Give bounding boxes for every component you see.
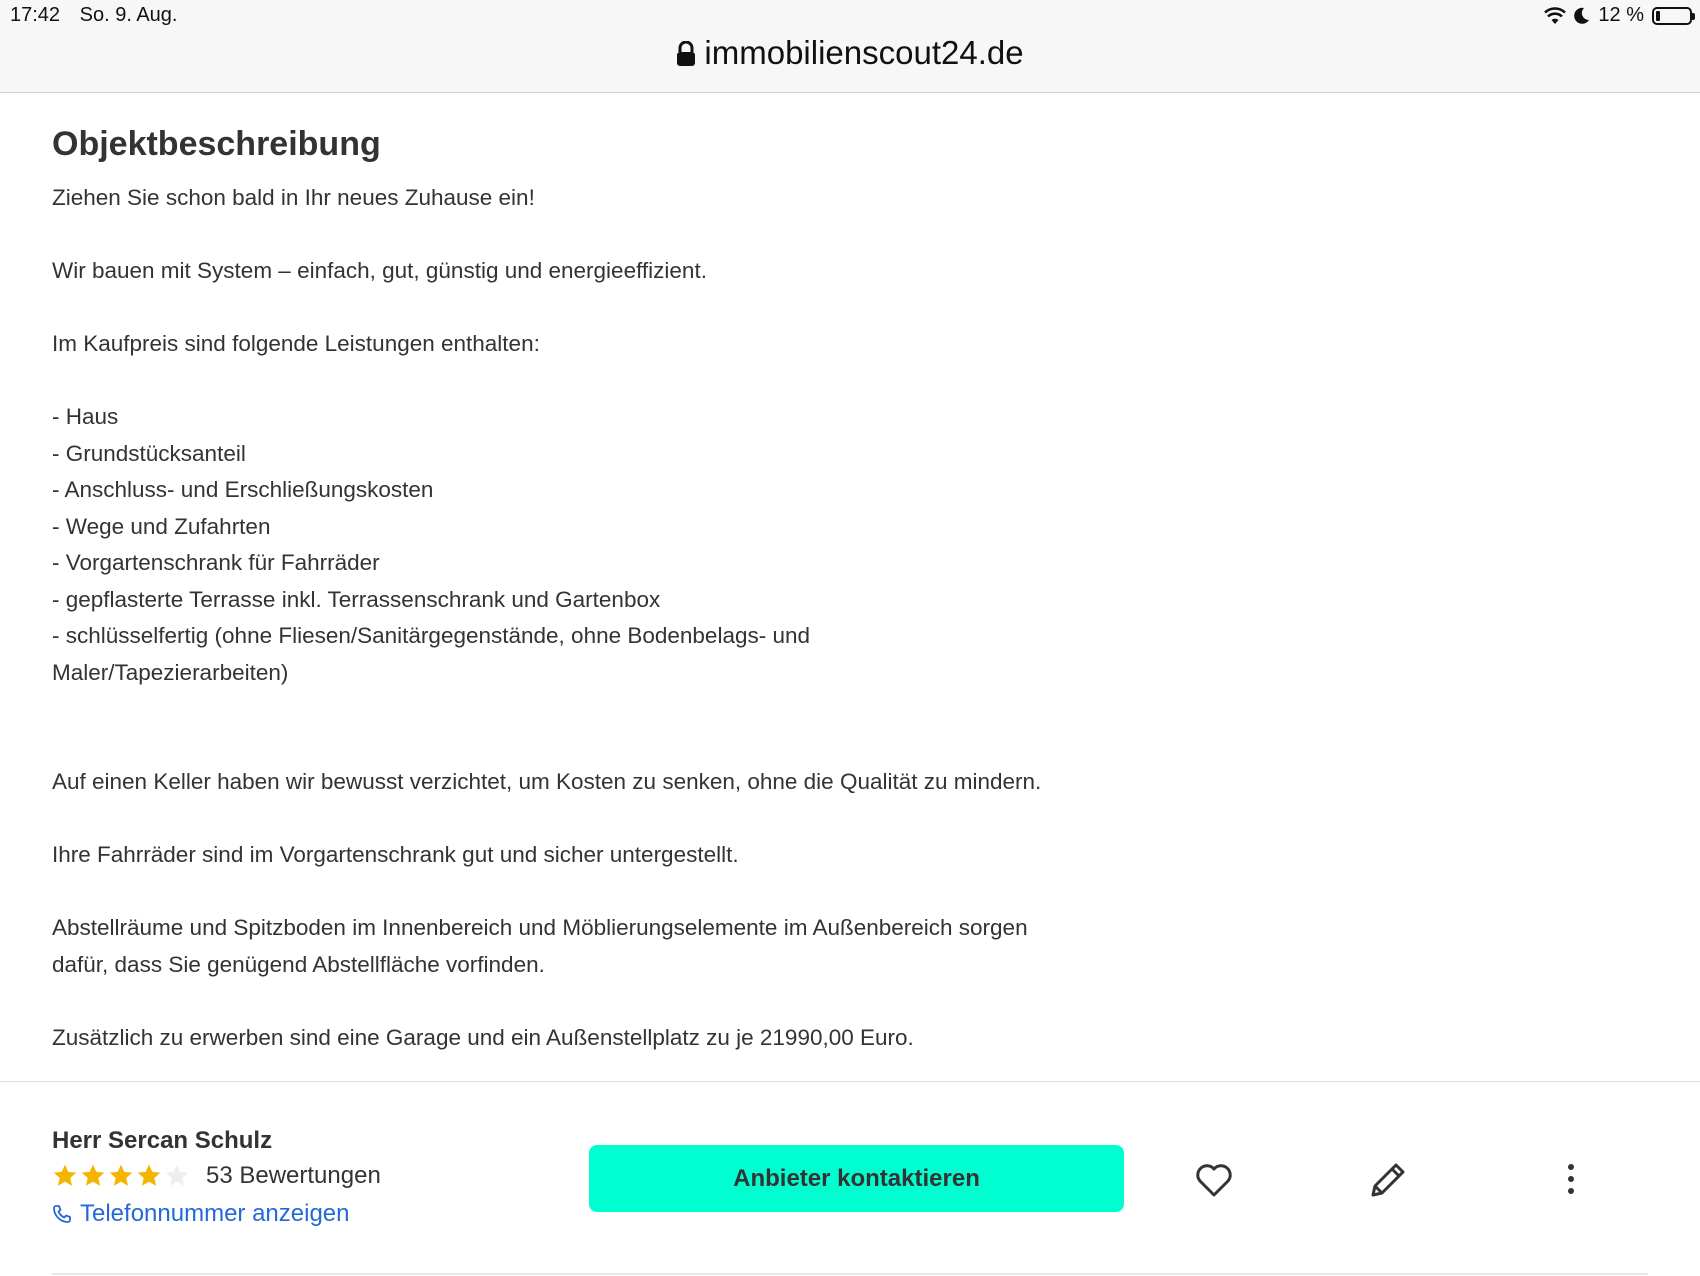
pencil-icon[interactable] — [1367, 1159, 1409, 1201]
list-item: - schlüsselfertig (ohne Fliesen/Sanitärgegenstände, ohne Bodenbelags- und Maler/Tapezierarbeiten) — [52, 623, 811, 685]
star-empty-icon — [164, 1163, 190, 1189]
battery-icon — [1652, 7, 1692, 25]
list-item: - gepflasterte Terrasse inkl. Terrassenschrank und Gartenbox — [52, 586, 661, 612]
intro-text: Ziehen Sie schon bald in Ihr neues Zuhause ein! — [52, 185, 535, 210]
services-intro: Im Kaufpreis sind folgende Leistungen enthalten: — [52, 331, 540, 356]
rating-stars — [52, 1163, 192, 1189]
moon-icon — [1574, 7, 1590, 25]
status-bar-left — [10, 4, 191, 27]
system-text: Wir bauen mit System – einfach, gut, günstig und energieeffizient. — [52, 258, 707, 283]
list-item: - Wege und Zufahrten — [52, 513, 271, 539]
rating-count[interactable]: 53 Bewertungen — [206, 1162, 381, 1189]
star-filled-icon — [136, 1163, 162, 1189]
content-fade — [0, 1050, 1700, 1082]
wifi-icon — [1544, 7, 1566, 25]
cellar-text: Auf einen Keller haben wir bewusst verzichtet, um Kosten zu senken, ohne die Qualität zu mindern. — [52, 769, 1042, 794]
lock-icon — [676, 41, 696, 67]
show-phone-label: Telefonnummer anzeigen — [80, 1200, 350, 1227]
battery-level — [1656, 11, 1660, 21]
battery-percent: 12 % — [1598, 4, 1644, 26]
status-time: 17:42 — [10, 4, 61, 26]
star-filled-icon — [80, 1163, 106, 1189]
agent-name: Herr Sercan Schulz — [52, 1127, 273, 1154]
phone-icon — [52, 1204, 72, 1224]
more-vertical-icon[interactable] — [1561, 1162, 1581, 1196]
services-list — [52, 399, 1062, 691]
contact-bar — [0, 1081, 1700, 1276]
list-item: - Grundstücksanteil — [52, 440, 246, 466]
star-filled-icon — [52, 1163, 78, 1189]
heart-icon[interactable] — [1195, 1162, 1233, 1198]
star-filled-icon — [108, 1163, 134, 1189]
address-bar[interactable] — [0, 34, 1700, 72]
url-text: immobilienscout24.de — [704, 34, 1024, 71]
bikes-text: Ihre Fahrräder sind im Vorgartenschrank gut und sicher untergestellt. — [52, 842, 739, 867]
contact-provider-button[interactable]: Anbieter kontaktieren — [589, 1145, 1124, 1212]
show-phone-link[interactable] — [52, 1200, 350, 1228]
browser-top-bar — [0, 0, 1700, 93]
list-item: - Haus — [52, 404, 119, 429]
storage-text: Abstellräume und Spitzboden im Innenbereich und Möblierungselemente im Außenbereich sorgen dafür, dass Sie genügend Abstellfläche vorfinden. — [52, 915, 1028, 977]
garage-text: Zusätzlich zu erwerben sind eine Garage und ein Außenstellplatz zu je 21990,00 Euro. — [52, 1024, 914, 1050]
status-date: So. 9. Aug. — [79, 4, 178, 26]
list-item: - Anschluss- und Erschließungskosten — [52, 477, 434, 502]
rating — [52, 1162, 381, 1190]
section-title: Objektbeschreibung — [52, 125, 381, 163]
list-item: - Vorgartenschrank für Fahrräder — [52, 550, 380, 575]
status-bar-right — [1536, 4, 1692, 27]
object-description — [52, 92, 1062, 1080]
